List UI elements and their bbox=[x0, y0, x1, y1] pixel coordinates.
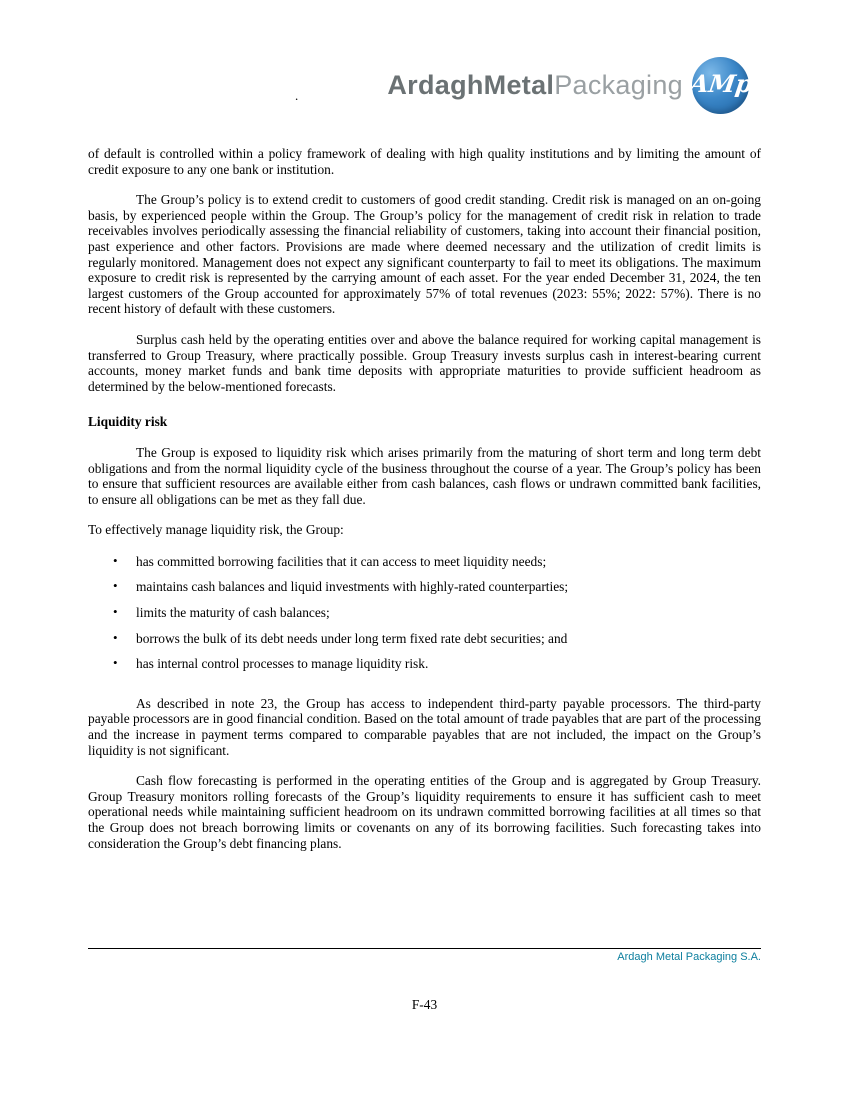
footer-company-name: Ardagh Metal Packaging S.A. bbox=[617, 951, 761, 963]
bullet-icon: • bbox=[113, 578, 118, 594]
bullet-icon: • bbox=[113, 604, 118, 620]
paragraph-credit-risk: The Group’s policy is to extend credit to customers of good credit standing. Credit risk is managed on an on-going basis, by experienced people within the Group. The Group’s policy for the management of credit risk in relation to trade receivables involves periodically assessing the financial reliability of customers, taking into account their financial position, past experience and other factors. Provisions are made where deemed necessary and the utilization of credit limits is regularly monitored. Management does not expect any significant counterparty to fail to meet its obligations. The maximum exposure to credit risk is represented by the carrying amount of each asset. For the year ended December 31, 2024, the ten largest customers of the Group accounted for approximately 57% of total revenues (2023: 55%; 2022: 57%). There is no recent history of default with these customers. bbox=[88, 192, 761, 317]
amp-monogram-icon bbox=[687, 57, 754, 114]
amp-monogram-text: AMp bbox=[687, 68, 754, 98]
footer-divider bbox=[88, 948, 761, 949]
paragraph-payable-processors: As described in note 23, the Group has access to independent third-party payable processors. The third-party payable processors are in good financial condition. Based on the total amount of trade payables that are part of the processing and the increase in payment terms compared to comparable payables that are not included, the impact on the Group’s liquidity is not significant. bbox=[88, 695, 761, 758]
list-item-text: has internal control processes to manage liquidity risk. bbox=[136, 656, 429, 672]
document-body bbox=[88, 146, 761, 866]
list-item-text: has committed borrowing facilities that it can access to meet liquidity needs; bbox=[136, 553, 547, 569]
stray-period-mark: . bbox=[295, 88, 299, 103]
paragraph-default-policy: of default is controlled within a policy framework of dealing with high quality institutions and by limiting the amount of credit exposure to any one bank or institution. bbox=[88, 146, 761, 177]
company-logo-wordmark bbox=[387, 70, 683, 101]
liquidity-measures-list bbox=[88, 554, 761, 672]
list-item-text: maintains cash balances and liquid investments with highly-rated counterparties; bbox=[136, 579, 569, 595]
section-heading-liquidity-risk: Liquidity risk bbox=[88, 414, 168, 430]
paragraph-surplus-cash: Surplus cash held by the operating entities over and above the balance required for working capital management is transferred to Group Treasury, where practically possible. Group Treasury invests surplus cash in interest-bearing current accounts, money market funds and bank time deposits with appropriate maturities to provide sufficient headroom as determined by the below-mentioned forecasts. bbox=[88, 331, 761, 394]
bullet-icon: • bbox=[113, 629, 118, 645]
list-item bbox=[88, 656, 761, 672]
list-item-text: limits the maturity of cash balances; bbox=[136, 605, 330, 621]
logo-word-metal: Metal bbox=[483, 70, 555, 100]
logo-word-packaging: Packaging bbox=[554, 70, 683, 100]
list-item bbox=[88, 579, 761, 595]
logo-word-ardagh: Ardagh bbox=[387, 70, 484, 100]
bullet-icon: • bbox=[113, 655, 118, 671]
paragraph-bullets-intro: To effectively manage liquidity risk, the Group: bbox=[88, 522, 344, 538]
paragraph-liquidity-exposure: The Group is exposed to liquidity risk which arises primarily from the maturing of short term and long term debt obligations and from the normal liquidity cycle of the business throughout the course of a year. The Group’s policy has been to ensure that sufficient resources are available either from cash balances, cash flows or undrawn committed bank facilities, to ensure all obligations can be met as they fall due. bbox=[88, 444, 761, 507]
list-item bbox=[88, 631, 761, 647]
company-logo bbox=[387, 57, 754, 114]
bullet-icon: • bbox=[113, 552, 118, 568]
list-item bbox=[88, 605, 761, 621]
list-item bbox=[88, 554, 761, 570]
list-item-text: borrows the bulk of its debt needs under long term fixed rate debt securities; and bbox=[136, 630, 568, 646]
page-number: F-43 bbox=[411, 997, 438, 1012]
paragraph-cash-flow-forecasting: Cash flow forecasting is performed in the operating entities of the Group and is aggregated by Group Treasury. Group Treasury monitors rolling forecasts of the Group’s liquidity requirements to ensure it has sufficient cash to meet operational needs while maintaining sufficient headroom on its undrawn committed borrowing facilities at all times so that the Group does not breach borrowing limits or covenants on any of its borrowing facilities. Such forecasting takes into consideration the Group’s debt financing plans. bbox=[88, 773, 761, 851]
